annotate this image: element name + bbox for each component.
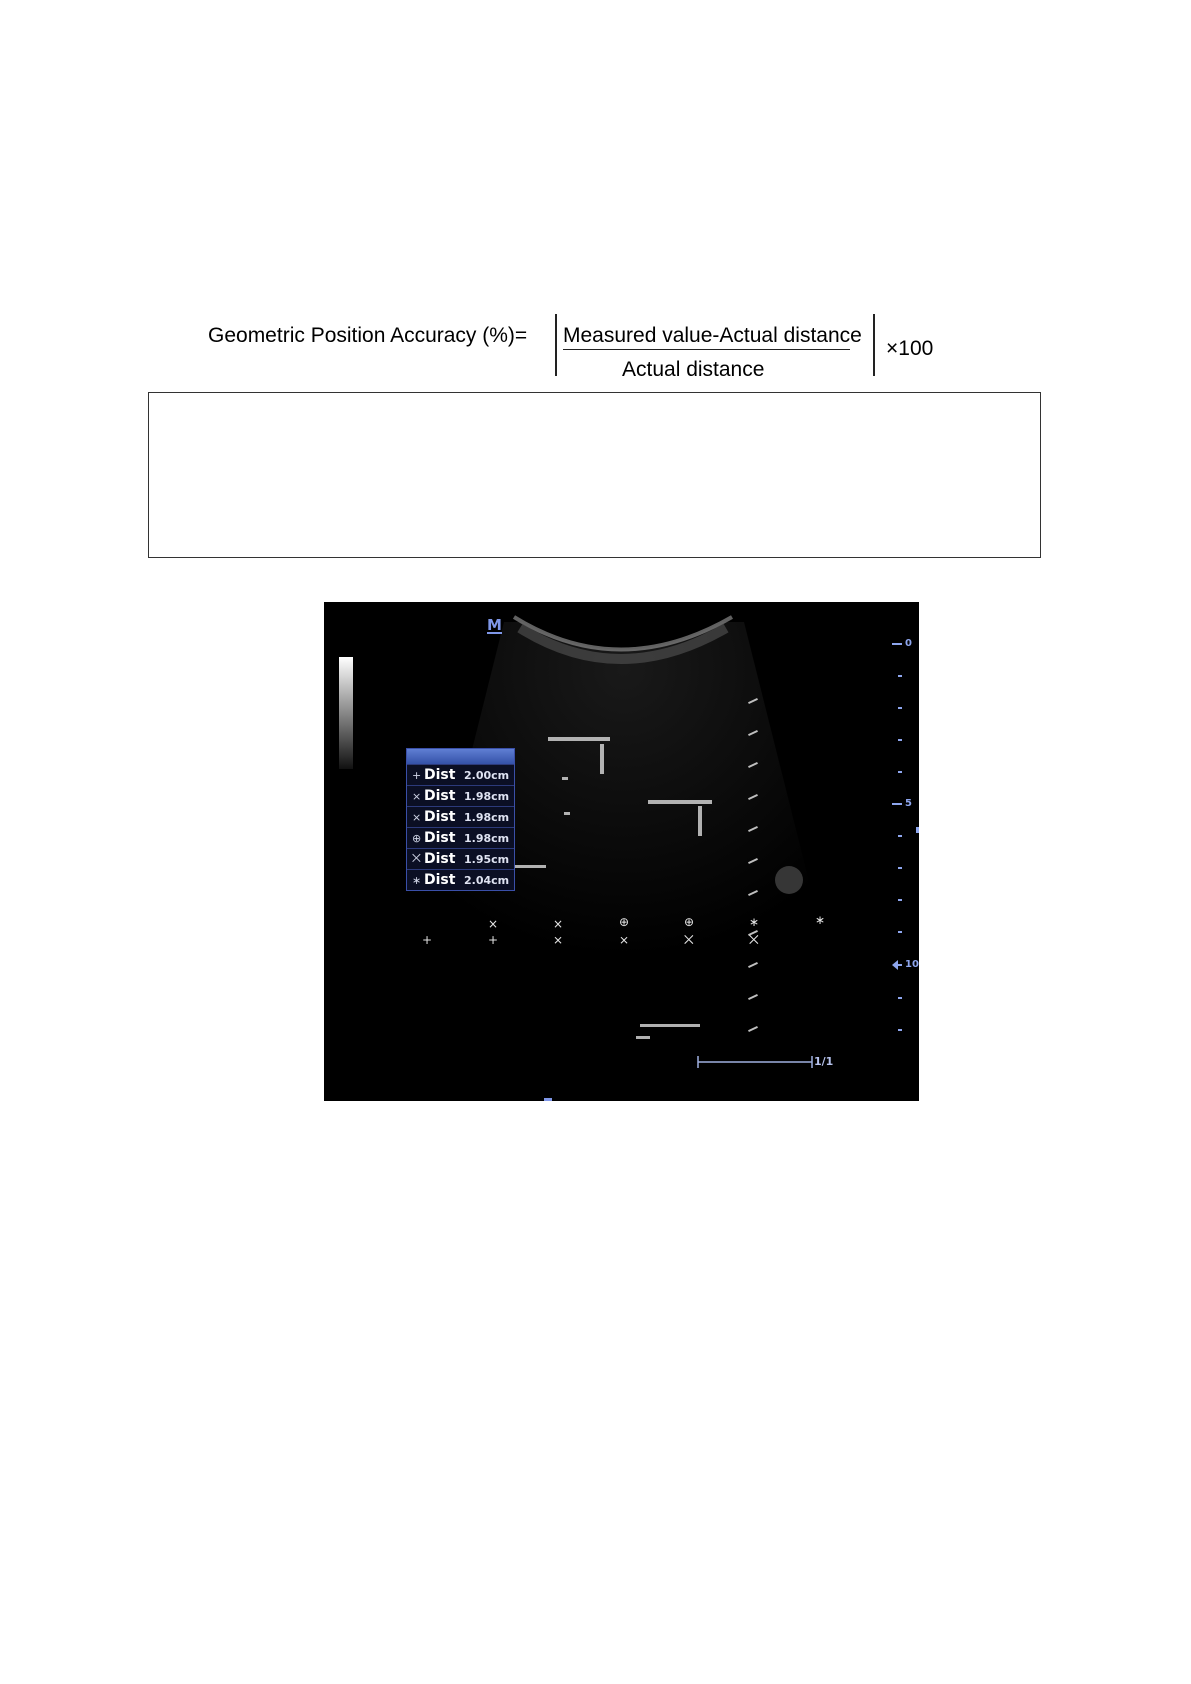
abs-bar-left <box>555 314 557 376</box>
measurement-value: 2.00cm <box>464 768 510 782</box>
caliper-dotted-2: ⨉ <box>749 933 759 947</box>
caliper-plus-bar-2: ⊕ <box>684 915 695 929</box>
measurement-panel <box>406 748 515 891</box>
measurement-label: Dist <box>424 851 456 867</box>
cursor-plus-bar-icon: ⊕ <box>412 831 422 845</box>
measurement-label: Dist <box>424 788 456 804</box>
measurement-row <box>407 869 514 890</box>
caliper-asterisk-1: ∗ <box>749 915 760 929</box>
formula-numerator: Measured value-Actual distance <box>563 324 862 347</box>
caliper-plus-bar-1: ⊕ <box>619 915 630 929</box>
accuracy-formula <box>0 0 1191 400</box>
caliper-cross-1: × <box>488 917 499 931</box>
cyst-target <box>775 866 803 894</box>
measurement-value: 1.98cm <box>464 789 510 803</box>
caliper-dotted-1: ⨉ <box>684 933 694 947</box>
manufacturer-logo: M <box>487 616 502 634</box>
measurement-label: Dist <box>424 830 456 846</box>
measurement-row <box>407 806 514 827</box>
measurement-value: 1.98cm <box>464 810 510 824</box>
cursor-cross-bar-icon: ⨯ <box>412 810 422 824</box>
ultrasound-image <box>324 602 919 1101</box>
measurement-label: Dist <box>424 872 456 888</box>
measurement-value: 1.98cm <box>464 831 510 845</box>
depth-label-5: 5 <box>905 798 912 809</box>
formula-lhs: Geometric Position Accuracy (%)= <box>208 324 528 347</box>
abs-bar-right <box>873 314 875 376</box>
measurement-label: Dist <box>424 809 456 825</box>
focus-marker <box>544 1098 552 1101</box>
measurement-row <box>407 848 514 869</box>
caliper-plus-1: + <box>422 933 433 947</box>
caliper-asterisk-2: ∗ <box>815 913 826 927</box>
measurement-row <box>407 827 514 848</box>
caliper-plus-2: + <box>488 933 499 947</box>
cursor-plus-icon: + <box>412 768 422 782</box>
measurement-row <box>407 764 514 785</box>
depth-label-0: 0 <box>905 638 912 649</box>
measurement-value: 2.04cm <box>464 873 510 887</box>
caliper-cross-bar-1: ⨯ <box>553 933 564 947</box>
measurement-value: 1.95cm <box>464 852 510 866</box>
caliper-cross-bar-2: ⨯ <box>619 933 630 947</box>
caliper-cross-2: × <box>553 917 564 931</box>
measurement-label: Dist <box>424 767 456 783</box>
depth-label-10: 10 <box>905 959 919 970</box>
frame-counter: 1/1 <box>814 1055 834 1068</box>
formula-denominator: Actual distance <box>622 358 765 381</box>
empty-text-box <box>148 392 1041 558</box>
cursor-cross-icon: × <box>412 789 422 803</box>
measurement-panel-header <box>407 749 514 764</box>
cursor-asterisk-icon: ∗ <box>412 873 422 887</box>
measurement-row <box>407 785 514 806</box>
cursor-dotted-cross-icon: ⨉ <box>412 852 421 865</box>
fraction-line <box>563 349 850 350</box>
grayscale-bar <box>339 657 353 769</box>
formula-multiplier: ×100 <box>886 337 934 360</box>
